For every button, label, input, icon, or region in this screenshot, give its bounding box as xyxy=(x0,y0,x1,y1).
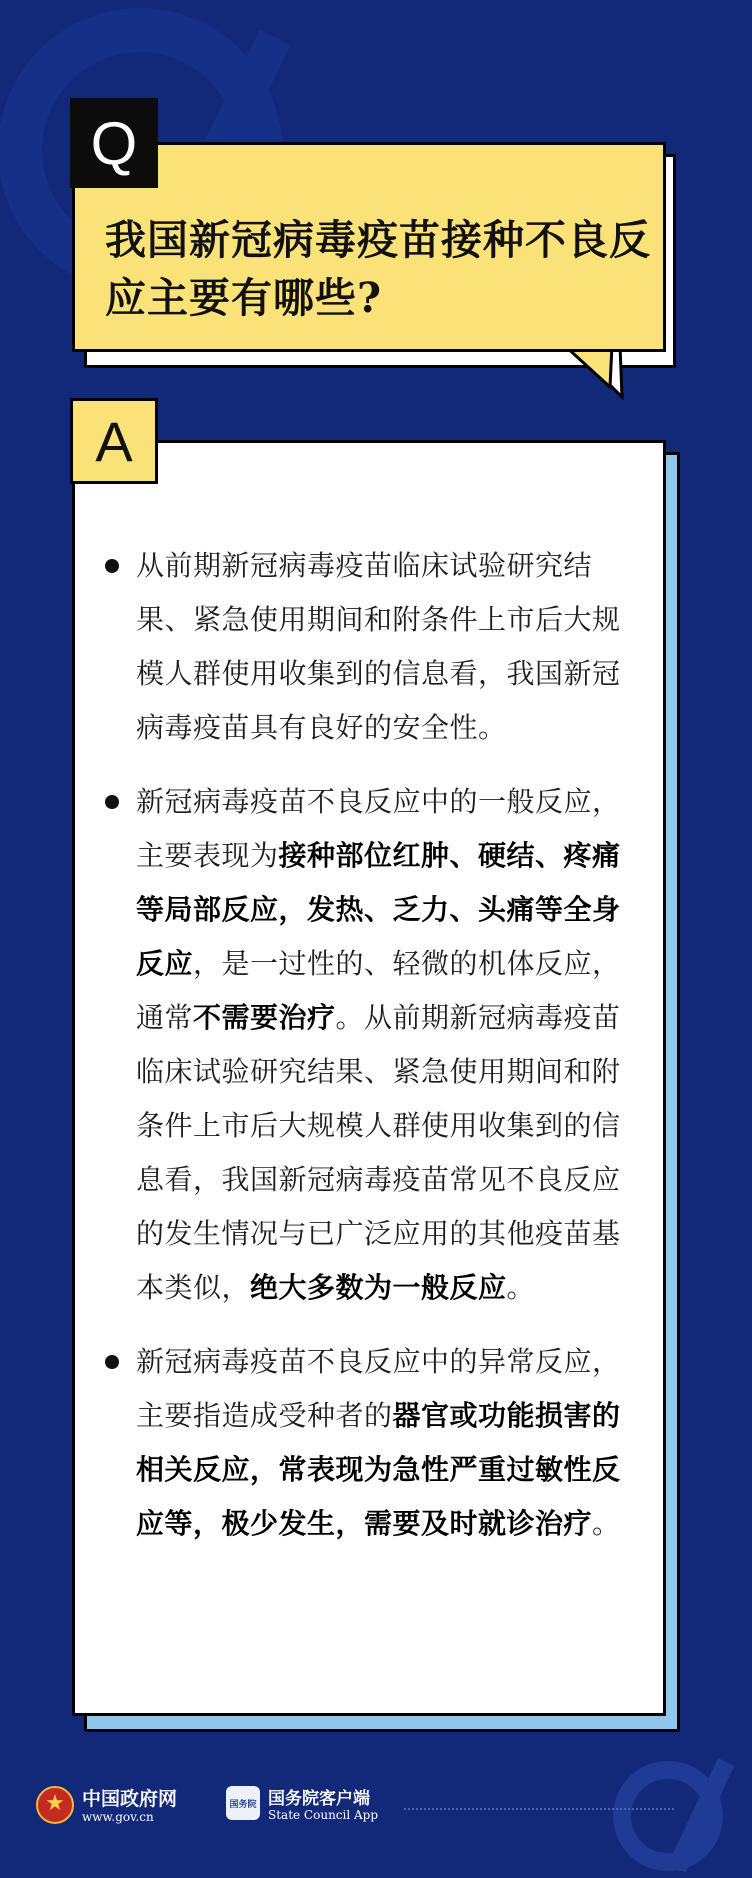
speech-tail-icon xyxy=(560,345,670,405)
answer-card xyxy=(72,440,666,1716)
answer-text: 。 xyxy=(506,1271,536,1304)
answer-list-item xyxy=(101,539,631,755)
app-name-en: State Council App xyxy=(268,1808,379,1822)
footer-divider xyxy=(404,1808,674,1810)
gov-site-url: www.gov.cn xyxy=(82,1810,154,1824)
bullet-icon xyxy=(105,795,119,809)
gov-site-name: 中国政府网 xyxy=(82,1788,178,1810)
bullet-icon xyxy=(105,559,119,573)
question-title: 我国新冠病毒疫苗接种不良反应主要有哪些? xyxy=(105,216,651,322)
app-name: 国务院客户端 xyxy=(268,1789,370,1809)
answer-list-item xyxy=(101,1335,631,1551)
answer-text-emphasis: 器官或功能损害的相关反应，常表现为急性严重过敏性反应等，极少发生，需要及时就诊治疗 xyxy=(136,1399,621,1540)
answer-list xyxy=(101,539,631,1571)
bullet-icon xyxy=(105,1355,119,1369)
answer-text: ，是一过性的、轻微的机体反应，通常 xyxy=(136,947,621,1034)
question-card xyxy=(72,142,666,352)
national-emblem-icon xyxy=(36,1786,74,1824)
answer-text: 。从前期新冠病毒疫苗临床试验研究结果、紧急使用期间和附条件上市后大规模人群使用收集到的信息看，我国新冠病毒疫苗常见不良反应的发生情况与已广泛应用的其他疫苗基本类似， xyxy=(136,1001,621,1304)
answer-text-emphasis: 接种部位红肿、硬结、疼痛等局部反应，发热、乏力、头痛等全身反应 xyxy=(136,839,621,980)
answer-text: 新冠病毒疫苗不良反应中的异常反应，主要指造成受种者的 xyxy=(136,1345,621,1432)
footer xyxy=(36,1782,716,1832)
answer-text: 从前期新冠病毒疫苗临床试验研究结果、紧急使用期间和附条件上市后大规模人群使用收集到的信息看，我国新冠病毒疫苗具有良好的安全性。 xyxy=(136,549,621,744)
answer-text-emphasis: 不需要治疗 xyxy=(193,1001,336,1034)
question-badge: Q xyxy=(70,98,158,188)
app-logo-icon: 国务院 xyxy=(226,1786,260,1820)
answer-list-item xyxy=(101,775,631,1315)
emblem-star-icon: ★ xyxy=(45,1791,65,1816)
answer-text: 新冠病毒疫苗不良反应中的一般反应，主要表现为 xyxy=(136,785,621,872)
answer-text-emphasis: 绝大多数为一般反应 xyxy=(250,1271,507,1304)
answer-badge: A xyxy=(70,398,158,484)
answer-text: 。 xyxy=(592,1507,621,1540)
